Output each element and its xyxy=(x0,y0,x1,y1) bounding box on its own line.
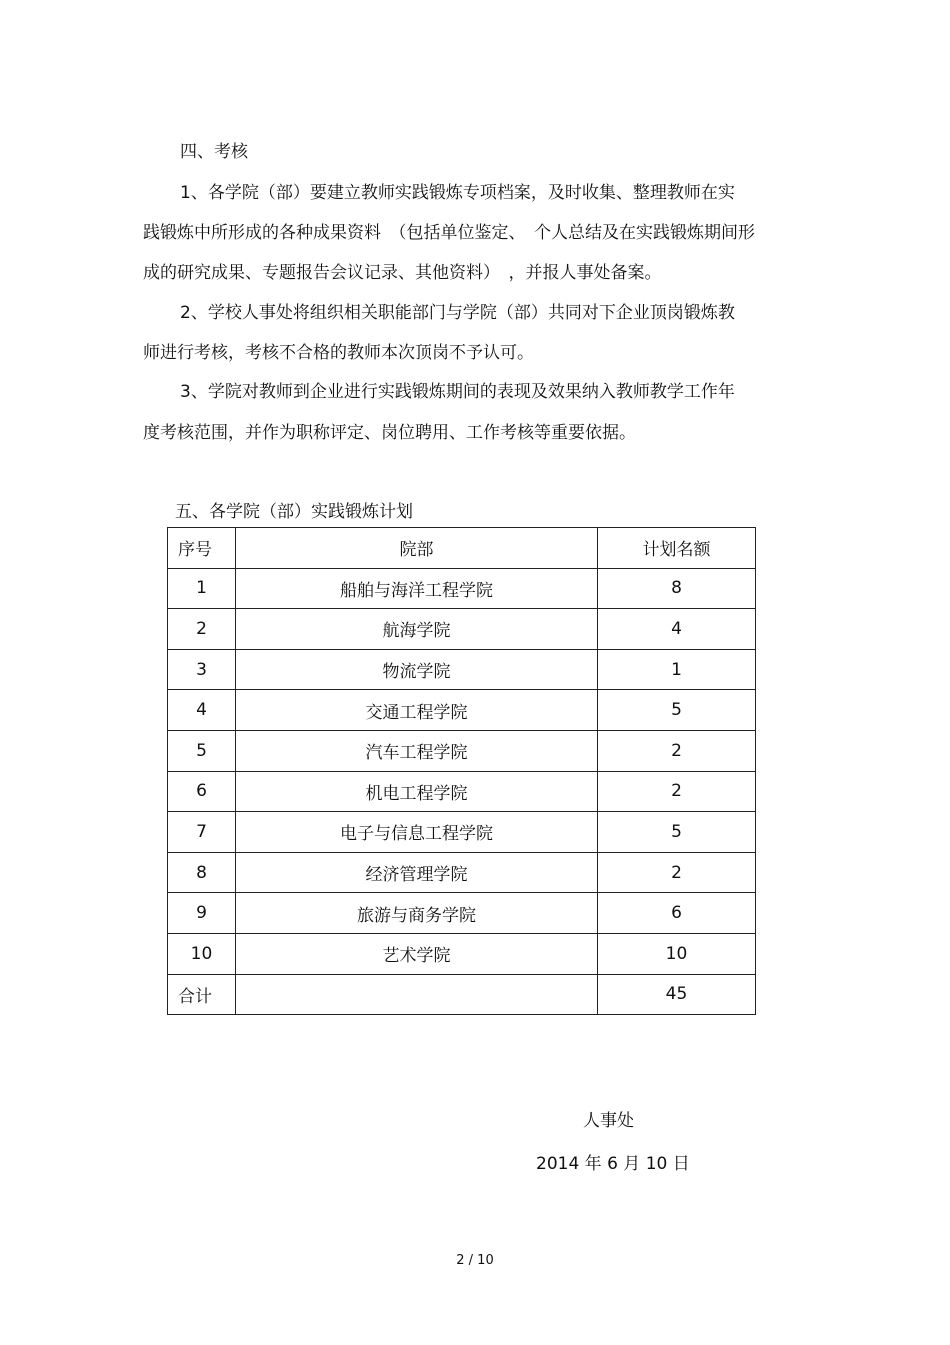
row-index: 8 xyxy=(168,852,236,893)
issue-date: 2014 年 6 月 10 日 xyxy=(536,1154,690,1174)
row-department: 交通工程学院 xyxy=(236,690,598,731)
row-department: 经济管理学院 xyxy=(236,852,598,893)
row-department: 机电工程学院 xyxy=(236,771,598,812)
total-label: 合计 xyxy=(168,974,236,1015)
row-index: 4 xyxy=(168,690,236,731)
row-department: 旅游与商务学院 xyxy=(236,893,598,934)
row-quota: 5 xyxy=(598,690,756,731)
row-quota: 2 xyxy=(598,730,756,771)
paragraph-3-line-2: 度考核范围，并作为职称评定、岗位聘用、工作考核等重要依据。 xyxy=(143,423,636,443)
row-index: 1 xyxy=(168,568,236,609)
paragraph-3-line-1: 3、学院对教师到企业进行实践锻炼期间的表现及效果纳入教师教学工作年 xyxy=(180,382,735,402)
paragraph-1-line-1: 1、各学院（部）要建立教师实践锻炼专项档案，及时收集、整理教师在实 xyxy=(180,183,735,203)
paragraph-1-line-2: 践锻炼中所形成的各种成果资料 （包括单位鉴定、 个人总结及在实践锻炼期间形 xyxy=(143,223,755,243)
row-index: 5 xyxy=(168,730,236,771)
table-row xyxy=(168,649,756,690)
row-index: 6 xyxy=(168,771,236,812)
total-quota: 45 xyxy=(598,974,756,1015)
total-department xyxy=(236,974,598,1015)
table-header-row xyxy=(168,528,756,569)
paragraph-2-line-2: 师进行考核，考核不合格的教师本次顶岗不予认可。 xyxy=(143,343,534,363)
table-row xyxy=(168,933,756,974)
row-department: 电子与信息工程学院 xyxy=(236,812,598,853)
row-department: 艺术学院 xyxy=(236,933,598,974)
row-quota: 10 xyxy=(598,933,756,974)
table-row xyxy=(168,771,756,812)
table-row xyxy=(168,893,756,934)
paragraph-2-line-1: 2、学校人事处将组织相关职能部门与学院（部）共同对下企业顶岗锻炼教 xyxy=(180,303,735,323)
row-department: 船舶与海洋工程学院 xyxy=(236,568,598,609)
row-department: 物流学院 xyxy=(236,649,598,690)
row-quota: 4 xyxy=(598,609,756,650)
row-index: 9 xyxy=(168,893,236,934)
section-4-title: 四、考核 xyxy=(180,142,248,162)
row-index: 7 xyxy=(168,812,236,853)
row-department: 航海学院 xyxy=(236,609,598,650)
row-quota: 1 xyxy=(598,649,756,690)
header-department: 院部 xyxy=(236,528,598,569)
row-index: 10 xyxy=(168,933,236,974)
table-row xyxy=(168,690,756,731)
table-row xyxy=(168,812,756,853)
paragraph-1-line-3: 成的研究成果、专题报告会议记录、其他资料） ，并报人事处备案。 xyxy=(143,263,662,283)
page-number: 2 / 10 xyxy=(456,1253,494,1268)
section-5-title: 五、各学院（部）实践锻炼计划 xyxy=(175,502,413,522)
table-total-row xyxy=(168,974,756,1015)
row-quota: 8 xyxy=(598,568,756,609)
plan-table xyxy=(167,527,756,1015)
row-index: 3 xyxy=(168,649,236,690)
table-row xyxy=(168,568,756,609)
table-row xyxy=(168,730,756,771)
header-quota: 计划名额 xyxy=(598,528,756,569)
row-quota: 2 xyxy=(598,771,756,812)
table-row xyxy=(168,609,756,650)
row-quota: 5 xyxy=(598,812,756,853)
row-quota: 6 xyxy=(598,893,756,934)
row-index: 2 xyxy=(168,609,236,650)
header-index: 序号 xyxy=(168,528,236,569)
row-department: 汽车工程学院 xyxy=(236,730,598,771)
table-row xyxy=(168,852,756,893)
row-quota: 2 xyxy=(598,852,756,893)
issuer-signature: 人事处 xyxy=(583,1111,634,1131)
